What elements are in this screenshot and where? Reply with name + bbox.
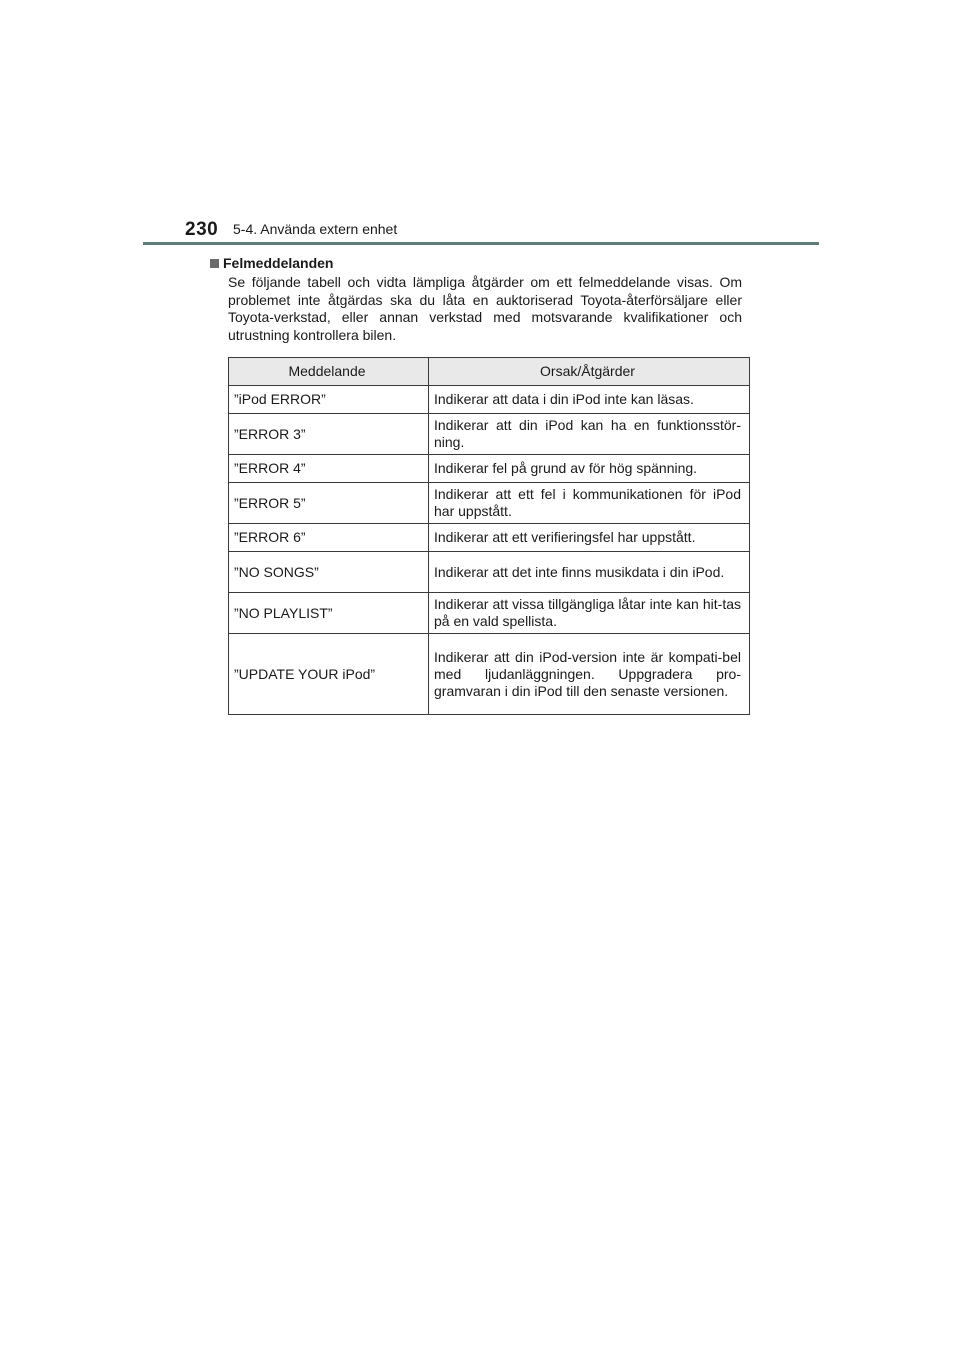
table-row	[229, 414, 750, 455]
intro-paragraph: Se följande tabell och vidta lämpliga åtgärder om ett felmeddelande visas. Om problemet inte åtgärdas ska du låta en auktoriserad Toyota-återförsäljare eller Toyota-verkstad, eller annan verkstad med motsvarande kvalifikationer och utrustning kontrollera bilen.	[228, 274, 742, 343]
section-heading	[210, 255, 333, 271]
section-heading-text: Felmeddelanden	[223, 255, 334, 271]
table-row	[229, 593, 750, 634]
table-row	[229, 455, 750, 483]
header-divider	[143, 242, 819, 245]
table-header-row	[229, 358, 750, 386]
cause-cell: Indikerar fel på grund av för hög spänning.	[429, 455, 750, 483]
error-message-table	[228, 357, 750, 715]
cause-cell: Indikerar att din iPod-version inte är kompati-bel med ljudanläggningen. Uppgradera pro-gramvaran i din iPod till den senaste versionen.	[429, 634, 750, 715]
message-cell: ”UPDATE YOUR iPod”	[229, 634, 429, 715]
column-header-cause: Orsak/Åtgärder	[429, 358, 750, 386]
message-cell: ”iPod ERROR”	[229, 386, 429, 414]
message-cell: ”ERROR 5”	[229, 483, 429, 524]
cause-cell: Indikerar att din iPod kan ha en funktionsstör-ning.	[429, 414, 750, 455]
cause-cell: Indikerar att vissa tillgängliga låtar inte kan hit-tas på en vald spellista.	[429, 593, 750, 634]
square-bullet-icon	[210, 259, 219, 268]
table-row	[229, 552, 750, 593]
table-row	[229, 634, 750, 715]
cause-cell: Indikerar att det inte finns musikdata i din iPod.	[429, 552, 750, 593]
page-number: 230	[185, 219, 219, 240]
message-cell: ”ERROR 4”	[229, 455, 429, 483]
table-row	[229, 386, 750, 414]
cause-cell: Indikerar att data i din iPod inte kan läsas.	[429, 386, 750, 414]
table-row	[229, 483, 750, 524]
cause-cell: Indikerar att ett fel i kommunikationen för iPod har uppstått.	[429, 483, 750, 524]
message-cell: ”NO PLAYLIST”	[229, 593, 429, 634]
message-cell: ”NO SONGS”	[229, 552, 429, 593]
message-cell: ”ERROR 3”	[229, 414, 429, 455]
column-header-message: Meddelande	[229, 358, 429, 386]
section-header: 5-4. Använda extern enhet	[233, 221, 398, 237]
table-row	[229, 524, 750, 552]
message-cell: ”ERROR 6”	[229, 524, 429, 552]
cause-cell: Indikerar att ett verifieringsfel har uppstått.	[429, 524, 750, 552]
